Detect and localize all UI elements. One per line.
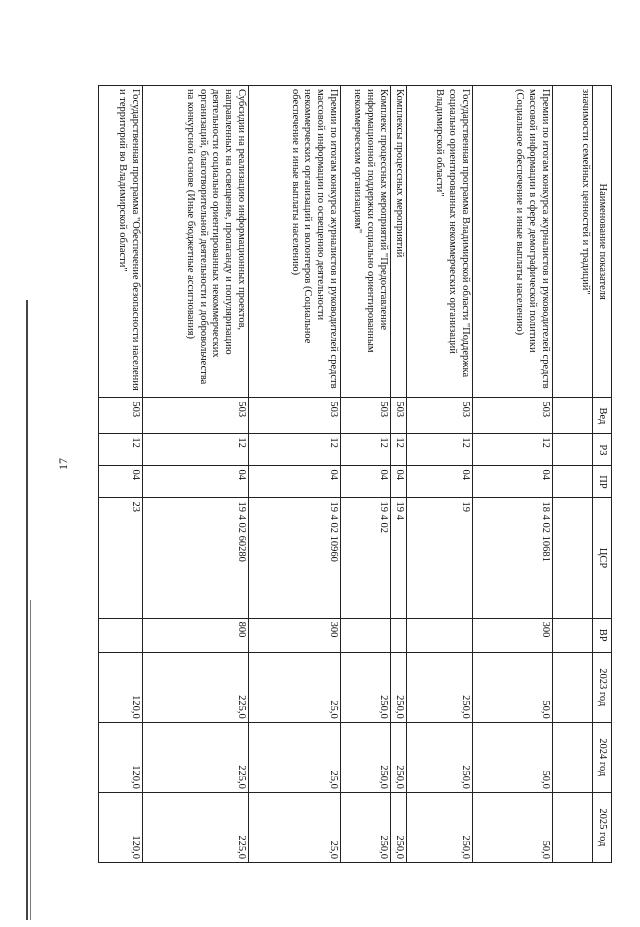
row-2025: 250,0 — [391, 792, 407, 862]
row-2025: 225,0 — [143, 792, 249, 862]
row-ved: 503 — [341, 398, 391, 434]
row-ved — [553, 398, 593, 434]
row-rz — [553, 434, 593, 466]
row-2024: 250,0 — [391, 722, 407, 792]
row-name: Государственная программа Владимирской области "Поддержка социально ориентированных некоммерческих организаций Владимирской области" — [407, 86, 473, 398]
budget-table-container — [102, 85, 612, 863]
scan-edge-line — [30, 600, 31, 920]
row-2024: 225,0 — [143, 722, 249, 792]
page-number: 17 — [56, 458, 70, 470]
table-row — [249, 86, 341, 863]
row-name: Субсидии на реализацию информационных проектов, направленных на освещение, пропаганду и популяризацию деятельности социально ориентированных некоммерческих организаций, благотворительной деятельности и добровольчества на конкурсной основе (Иные бюджетные ассигнования) — [143, 86, 249, 398]
row-csr — [553, 498, 593, 618]
row-pr: 04 — [99, 466, 143, 498]
row-csr: 19 4 — [391, 498, 407, 618]
row-pr: 04 — [473, 466, 553, 498]
row-2025: 50,0 — [473, 792, 553, 862]
row-rz: 12 — [99, 434, 143, 466]
row-csr: 18 4 02 10681 — [473, 498, 553, 618]
scan-edge-line — [26, 300, 28, 920]
row-ved: 503 — [249, 398, 341, 434]
row-vr: 800 — [143, 618, 249, 652]
row-pr: 04 — [341, 466, 391, 498]
row-csr: 23 — [99, 498, 143, 618]
row-2024: 250,0 — [341, 722, 391, 792]
row-2024: 25,0 — [249, 722, 341, 792]
header-csr: ЦСР — [593, 498, 612, 618]
row-rz: 12 — [391, 434, 407, 466]
row-2024: 250,0 — [407, 722, 473, 792]
row-pr: 04 — [143, 466, 249, 498]
table-header-row — [593, 86, 612, 863]
row-2023: 250,0 — [341, 652, 391, 722]
row-csr: 19 4 02 60280 — [143, 498, 249, 618]
table-row — [391, 86, 407, 863]
table-row — [473, 86, 553, 863]
row-2025 — [553, 792, 593, 862]
row-vr — [391, 618, 407, 652]
row-2024 — [553, 722, 593, 792]
row-pr: 04 — [407, 466, 473, 498]
row-pr: 04 — [391, 466, 407, 498]
row-2025: 25,0 — [249, 792, 341, 862]
row-2024: 50,0 — [473, 722, 553, 792]
row-vr — [341, 618, 391, 652]
row-rz: 12 — [341, 434, 391, 466]
row-name: Премии по итогам конкурса журналистов и руководителей средств массовой информации в сфере демографической политики (Социальное обеспечение и иные выплаты населению) — [473, 86, 553, 398]
row-rz: 12 — [249, 434, 341, 466]
row-ved: 503 — [99, 398, 143, 434]
header-name: Наименование показателя — [593, 86, 612, 398]
row-2025: 250,0 — [407, 792, 473, 862]
row-vr — [99, 618, 143, 652]
row-name: Премии по итогам конкурса журналистов и руководителей средств массовой информации по освещению деятельности некоммерческих организаций и волонтеров (Социальное обеспечение и иные выплаты населению) — [249, 86, 341, 398]
row-ved: 503 — [391, 398, 407, 434]
row-name: значимости семейных ценностей и традиций" — [553, 86, 593, 398]
table-row — [341, 86, 391, 863]
header-2025: 2025 год — [593, 792, 612, 862]
row-ved: 503 — [143, 398, 249, 434]
row-2023: 50,0 — [473, 652, 553, 722]
row-2025: 250,0 — [341, 792, 391, 862]
row-ved: 503 — [407, 398, 473, 434]
table-row — [407, 86, 473, 863]
row-2023: 120,0 — [99, 652, 143, 722]
table-row — [99, 86, 143, 863]
header-rz: РЗ — [593, 434, 612, 466]
row-vr — [553, 618, 593, 652]
row-2023: 225,0 — [143, 652, 249, 722]
row-rz: 12 — [143, 434, 249, 466]
row-name: Комплексы процессных мероприятий — [391, 86, 407, 398]
row-rz: 12 — [407, 434, 473, 466]
row-pr — [553, 466, 593, 498]
row-vr — [407, 618, 473, 652]
header-2024: 2024 год — [593, 722, 612, 792]
budget-table — [98, 85, 612, 863]
table-row — [143, 86, 249, 863]
header-vr: ВР — [593, 618, 612, 652]
row-ved: 503 — [473, 398, 553, 434]
row-rz: 12 — [473, 434, 553, 466]
row-name: Государственная программа "Обеспечение безопасности населения и территорий во Владимирской области" — [99, 86, 143, 398]
row-2023: 25,0 — [249, 652, 341, 722]
row-2023: 250,0 — [407, 652, 473, 722]
row-name: Комплекс процессных мероприятий "Предоставление информационной поддержки социально ориентированным некоммерческим организациям" — [341, 86, 391, 398]
header-2023: 2023 год — [593, 652, 612, 722]
row-csr: 19 4 02 10960 — [249, 498, 341, 618]
header-pr: ПР — [593, 466, 612, 498]
header-ved: Вед — [593, 398, 612, 434]
row-csr: 19 4 02 — [341, 498, 391, 618]
row-csr: 19 — [407, 498, 473, 618]
row-2025: 120,0 — [99, 792, 143, 862]
row-pr: 04 — [249, 466, 341, 498]
row-2024: 120,0 — [99, 722, 143, 792]
row-2023 — [553, 652, 593, 722]
row-vr: 300 — [249, 618, 341, 652]
table-row — [553, 86, 593, 863]
row-vr: 300 — [473, 618, 553, 652]
row-2023: 250,0 — [391, 652, 407, 722]
